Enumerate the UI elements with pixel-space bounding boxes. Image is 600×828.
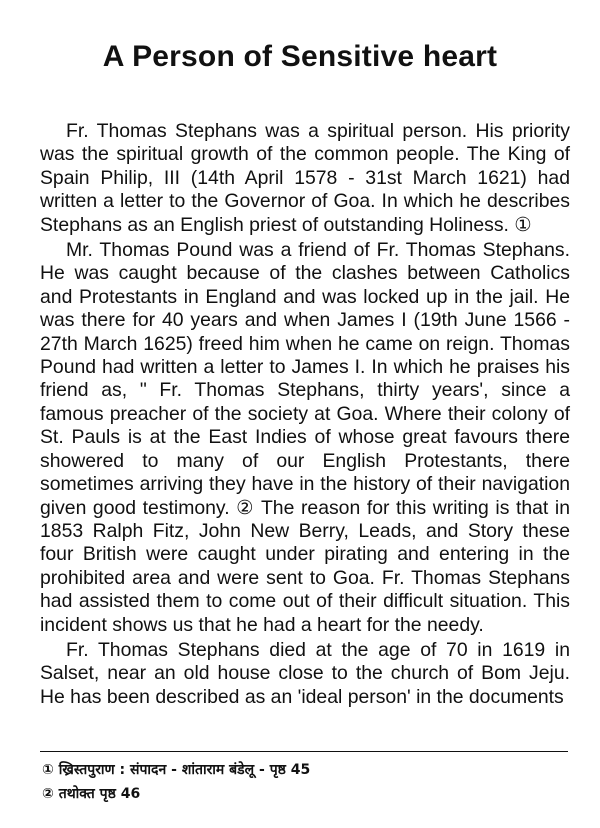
footnote-1: ① ख्रिस्तपुराण : संपादन - शांताराम बंडेलू - पृष्ठ 45 <box>42 762 311 778</box>
article-body <box>40 120 570 709</box>
paragraph-3: Fr. Thomas Stephans died at the age of 70 in 1619 in Salset, near an old house close to the church of Bom Jeju. He has been described as an 'ideal person' in the documents <box>40 638 570 708</box>
paragraph-2: Mr. Thomas Pound was a friend of Fr. Thomas Stephans. He was caught because of the clashes between Catholics and Protestants in England and was locked up in the jail. He was there for 40 years and when James I (19th June 1566 - 27th March 1625) freed him when he came on reign. Thomas Pound had written a letter to James I. In which he praises his friend as, " Fr. Thomas Stephans, thirty years', since a famous preacher of the society at Goa. Where their colony of St. Pauls is at the East Indies of whose great favours there showered to many of our English Protestants, there sometimes arriving they have in the history of their navigation given good testimony. ② The reason for this writing is that in 1853 Ralph Fitz, John New Berry, Leads, and Story these four British were caught under pirating and entering in the prohibited area and were sent to Goa. Fr. Thomas Stephans had assisted them to come out of their difficult situation. This incident shows us that he had a heart for the needy. <box>40 239 570 636</box>
paragraph-1: Fr. Thomas Stephans was a spiritual person. His priority was the spiritual growth of the common people. The King of Spain Philip, III (14th April 1578 - 31st March 1621) had written a letter to the Governor of Goa. In which he describes Stephans as an English priest of outstanding Holiness. ① <box>40 120 570 236</box>
footnote-divider <box>40 751 568 752</box>
footnote-2: ② तथोक्त पृष्ठ 46 <box>42 786 141 802</box>
page-title: A Person of Sensitive heart <box>102 40 498 73</box>
footnotes <box>42 758 562 806</box>
